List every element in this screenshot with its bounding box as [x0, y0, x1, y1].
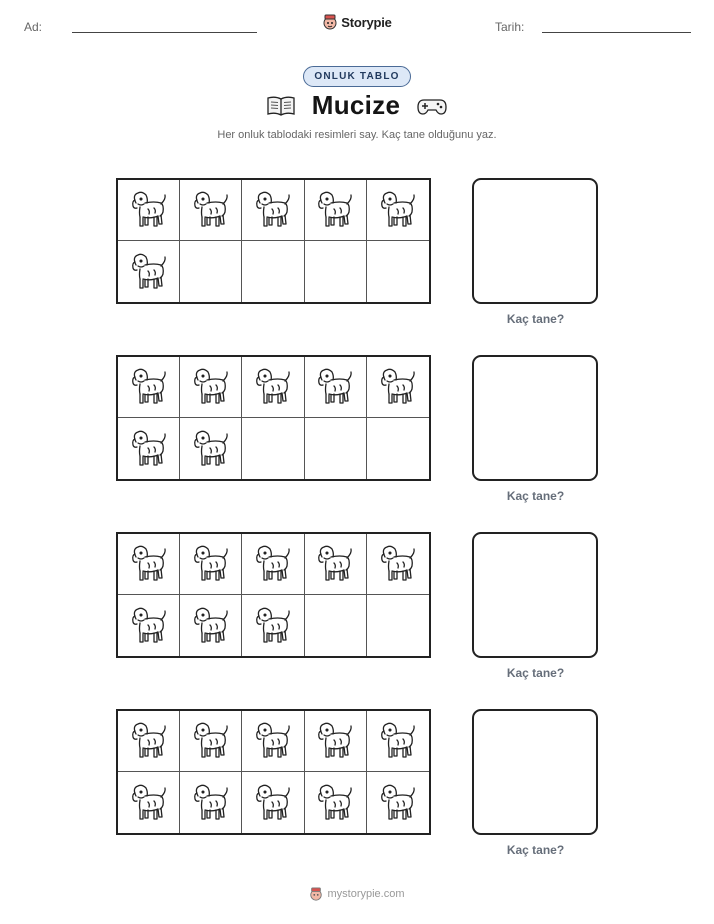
dog-icon: [312, 187, 358, 233]
ten-frame-cell: [367, 418, 429, 479]
dog-icon: [188, 718, 234, 764]
ten-frame-cell: [180, 180, 242, 241]
dog-icon: [126, 780, 172, 826]
footer-url[interactable]: mystorypie.com: [327, 888, 405, 900]
ten-frame-cell: [242, 241, 304, 302]
dog-icon: [375, 780, 421, 826]
ten-frame-cell: [118, 241, 180, 302]
ten-frame-cell: [118, 595, 180, 656]
ten-frame-cell: [118, 711, 180, 772]
question-label: Kaç tane?: [506, 312, 565, 326]
dog-icon: [250, 187, 296, 233]
ten-frame-cell: [305, 772, 367, 833]
dog-icon: [250, 603, 296, 649]
page-title: Mucize: [311, 90, 401, 120]
answer-box[interactable]: [472, 709, 598, 835]
dog-icon: [126, 187, 172, 233]
ten-frame-cell: [242, 357, 304, 418]
date-label: Tarih:: [495, 20, 525, 34]
ten-frame-cell: [118, 772, 180, 833]
dog-icon: [312, 718, 358, 764]
dog-icon: [126, 718, 172, 764]
ten-frame-cell: [367, 595, 429, 656]
ten-frame-cell: [242, 772, 304, 833]
ten-frame: [116, 709, 431, 835]
ten-frame-cell: [118, 180, 180, 241]
ten-frame-cell: [242, 418, 304, 479]
ten-frame-cell: [118, 357, 180, 418]
name-label: Ad:: [24, 20, 43, 34]
dog-icon: [250, 364, 296, 410]
ten-frame-cell: [367, 711, 429, 772]
dog-icon: [188, 541, 234, 587]
ten-frame-cell: [180, 418, 242, 479]
game-controller-icon: [416, 95, 448, 117]
ten-frame-cell: [180, 772, 242, 833]
ten-frame-cell: [242, 711, 304, 772]
dog-icon: [126, 364, 172, 410]
storypie-mascot-icon: [322, 13, 338, 31]
dog-icon: [188, 364, 234, 410]
open-book-icon: [266, 95, 296, 117]
dog-icon: [375, 187, 421, 233]
dog-icon: [375, 364, 421, 410]
date-line[interactable]: [542, 32, 691, 33]
dog-icon: [126, 426, 172, 472]
ten-frame: [116, 532, 431, 658]
ten-frame-cell: [305, 711, 367, 772]
ten-frame-cell: [367, 357, 429, 418]
ten-frame-cell: [367, 772, 429, 833]
dog-icon: [188, 187, 234, 233]
brand-logo: [0, 13, 714, 31]
footer: [0, 886, 714, 902]
ten-frame-cell: [180, 357, 242, 418]
ten-frame-cell: [180, 711, 242, 772]
dog-icon: [312, 780, 358, 826]
dog-icon: [312, 364, 358, 410]
question-label: Kaç tane?: [506, 843, 565, 857]
dog-icon: [126, 541, 172, 587]
dog-icon: [375, 541, 421, 587]
ten-frame-cell: [367, 180, 429, 241]
answer-box[interactable]: [472, 532, 598, 658]
dog-icon: [188, 426, 234, 472]
ten-frame-cell: [305, 418, 367, 479]
ten-frame-cell: [118, 534, 180, 595]
dog-icon: [188, 603, 234, 649]
dog-icon: [250, 541, 296, 587]
ten-frame-cell: [305, 357, 367, 418]
ten-frame-cell: [242, 534, 304, 595]
dog-icon: [312, 541, 358, 587]
dog-icon: [188, 780, 234, 826]
ten-frame-cell: [180, 595, 242, 656]
dog-icon: [250, 780, 296, 826]
ten-frame-cell: [180, 534, 242, 595]
answer-box[interactable]: [472, 355, 598, 481]
name-line[interactable]: [72, 32, 257, 33]
ten-frame-cell: [305, 534, 367, 595]
answer-box[interactable]: [472, 178, 598, 304]
dog-icon: [375, 718, 421, 764]
ten-frame-cell: [242, 180, 304, 241]
ten-frame-cell: [180, 241, 242, 302]
ten-frame-cell: [367, 534, 429, 595]
ten-frame-cell: [367, 241, 429, 302]
dog-icon: [126, 603, 172, 649]
question-label: Kaç tane?: [506, 666, 565, 680]
ten-frame-cell: [305, 595, 367, 656]
storypie-mascot-icon: [309, 886, 323, 902]
ten-frame: [116, 178, 431, 304]
brand-name: Storypie: [341, 14, 392, 30]
ten-frame-cell: [305, 180, 367, 241]
ten-frame-cell: [305, 241, 367, 302]
ten-frame-cell: [242, 595, 304, 656]
dog-icon: [126, 249, 172, 295]
question-label: Kaç tane?: [506, 489, 565, 503]
instruction-text: Her onluk tablodaki resimleri say. Kaç tane olduğunu yaz.: [217, 129, 497, 141]
worksheet-type-badge: ONLUK TABLO: [303, 66, 410, 87]
ten-frame: [116, 355, 431, 481]
ten-frame-cell: [118, 418, 180, 479]
dog-icon: [250, 718, 296, 764]
